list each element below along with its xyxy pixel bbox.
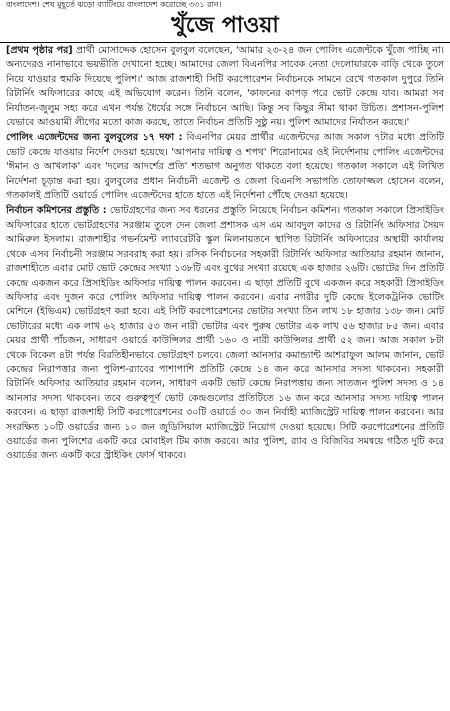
paragraph-polling-agents	[6, 131, 444, 203]
previous-article-fragment: বাংলাদেশ। শেষ মুহূর্তে ঝড়ো ব্যাটিংয়ে বাংলাদেশ করোচ্ছে ৩৩১ রান।	[6, 0, 222, 9]
paragraph-text: ভোটগ্রহণের জন্য সব ধরনের প্রস্তুতি নিয়েছে নির্বাচন কমিশন। গতকাল সকালে প্রিসাইডিং অফিসারের হাতে ভোটগ্রহণের সরঞ্জাম তুলে দেন জেলা প্রশাসক এস এম আবদুল কাদের ও রিটার্নিং অফিসার সৈয়দ আমিরুল ইসলাম। রাজশাহীর গভর্নমেন্ট ল্যাবরেটরি স্কুল মিলনায়তনে স্থাপিত রিটার্নিং অফিসারের অস্থায়ী কার্যালয় থেকে এসব নির্বাচনী সরঞ্জাম সরবরাহ করা হয়। রসিক নির্বাচনের সহকারী রিটার্নিং অফিসার আতিয়ার রহমান জানান, রাজশাহীতে এবার মোট ভোট কেন্দ্রের সংখ্যা ১৩৮টি এবং বুথের সংখ্যা রয়েছে এক হাজার ২৬টি। ভোটের দিন প্রতিটি কেন্দ্রে একজন করে প্রিসাইডিং অফিসার দায়িত্ব পালন করবেন। এ ছাড়া প্রতিটি বুথে একজন করে সহকারী প্রিসাইডিং অফিসার এবং দুজন করে পোলিং অফিসার দায়িত্ব পালন করবেন। এবার নগরীর দুটি কেন্দ্রে ইলেকট্রনিক ভোটিং মেশিনে (ইভিএম) ভোটগ্রহণ করা হবে। এই সিটি করপোরেশনের ভোটার সংখ্যা তিন লাখ ১৮ হাজার ১৩৮ জন। মোট ভোটারের মধ্যে এক লাখ ৬২ হাজার ৫৩ জন নারী ভোটার এবং পুরুষ ভোটার এক লাখ ৫৬ হাজার ৮৫ জন। এবার মেয়র প্রার্থী পাঁচজন, সাধারণ ওয়ার্ডে কাউন্সিলর প্রার্থী ১৬০ ও নারী কাউন্সিলর প্রার্থী ৫২ জন। আজ সকাল ৮টা থেকে বিকেল ৪টা পর্যন্ত বিরতিহীনভাবে ভোটগ্রহণ চলবে। জেলা আনসার কমান্ড্যান্ট আশরাফুল আলম জানান, ভোট কেন্দ্রের নিরাপত্তার জন্য পুলিশ-র‌্যাবের পাশাপাশি প্রতিটি কেন্দ্রে ১৪ জন করে আনসার সদস্য থাকবেন। সহকারী রিটার্নিং অফিসার আতিয়ার রহমান বলেন, সাধারণ একটি ভোট কেন্দ্রে নিরাপত্তায় জন্য সাতজন পুলিশ সদস্য ও ১৪ আনসার সদস্য থাকবেন। তবে গুরুত্বপূর্ণ ভোট কেন্দ্রগুলোর প্রতিটিতে ১৬ জন করে আনসার সদস্য দায়িত্ব পালন করবেন। এ ছাড়া রাজশাহী সিটি করপোরেশনের ৩০টি ওয়ার্ডে ৩০ জন নির্বাহী ম্যাজিস্ট্রেট দায়িত্ব পালন করবেন। আর সংরক্ষিত ১০টি ওয়ার্ডের জন্য ১০ জন জুডিসিয়াল ম্যাজিস্ট্রেট নিয়োগ দেওয়া হয়েছে। সিটি করপোরেশনের প্রতিটি ওয়ার্ডের জন্য পুলিশের একটি করে মোবাইল টিম কাজ করবে। আর পুলিশ, র‌্যাব ও বিজিবির সমন্বয়ে গঠিত দুটি করে ওয়ার্ডের জন্য একটি করে স্ট্রাইকিং ফোর্স থাকবে।	[6, 205, 444, 462]
paragraph-continuation	[6, 44, 444, 130]
paragraph-text: বিএনপির মেয়র প্রার্থীর এজেন্টদের আজ সকাল ৭টার মধ্যে প্রতিটি ভোট কেন্দ্রে যাওয়ার নির্দেশ দেওয়া হয়েছে। 'আপনার দায়িত্ব ও শপথ' শিরোনামের ওই নির্দেশনায় পোলিং এজেন্টদের 'ঈমান ও আখলাক' এবং 'দলের আদর্শের প্রতি' শতভাগ অনুগত থাকতে বলা হয়েছে। গতকাল সকালে এই লিখিত নির্দেশনা চূড়ান্ত করা হয়। বুলবুলের প্রধান নির্বাচনী এজেন্ট ও জেলা বিএনপি সভাপতি তোফাজ্জল হোসেন বলেন, গতকালই প্রতিটি ওয়ার্ডে পোলিং এজেন্টদের হাতে হাতে এই নির্দেশনা পৌঁছে দেওয়া হয়েছে।	[6, 132, 444, 202]
subheading-election-commission: নির্বাচন কমিশনের প্রস্তুতি :	[6, 205, 107, 217]
continuation-marker: [প্রথম পৃষ্ঠার পর]	[6, 45, 73, 56]
subheading-polling-agents: পোলিং এজেন্টদের জন্য বুলবুলের ১৭ দফা :	[6, 132, 183, 144]
headline-divider	[0, 42, 450, 43]
paragraph-election-commission	[6, 204, 444, 463]
paragraph-text: প্রার্থী মোসাদ্দেক হোসেন বুলবুল বলেছেন, 'আমার ২৩-২৪ জন পোলিং এজেন্টকে খুঁজে পাচ্ছি না। অন্যদেরও নানাভাবে ভয়ভীতি দেখানো হচ্ছে। আমাদের জেলা বিএনপির সাবেক নেতা দেলোয়ারকে বাড়ি থেকে তুলে নিয়ে যাওয়ার হুমকি দিয়েছে পুলিশ।' আজ রাজশাহী সিটি করপোরেশন নির্বাচনকে সামনে রেখে গতকাল দুপুরে তিনি রিটার্নিং অফিসারের কাছে এই অভিযোগ করেন। তিনি বলেন, 'কাফনের কাপড় পরে ভোট কেন্দ্রে যাব। আমরা সব নির্যাতন-জুলুম সহ্য করে এখন পর্যন্ত ধৈর্যের সঙ্গে নির্বাচনে আছি। কিন্তু সব কিছুর সীমা থাকা উচিত। প্রশাসন-পুলিশ যেভাবে আওয়ামী লীগের মতো কাজ করছে, তাতে নির্বাচন প্রতিটি সুষ্ঠু নয়। পুলিশ আমাদের নির্যাতন করছে।'	[6, 45, 444, 129]
article-body	[6, 44, 444, 708]
headline: খুঁজে পাওয়া	[171, 13, 279, 38]
